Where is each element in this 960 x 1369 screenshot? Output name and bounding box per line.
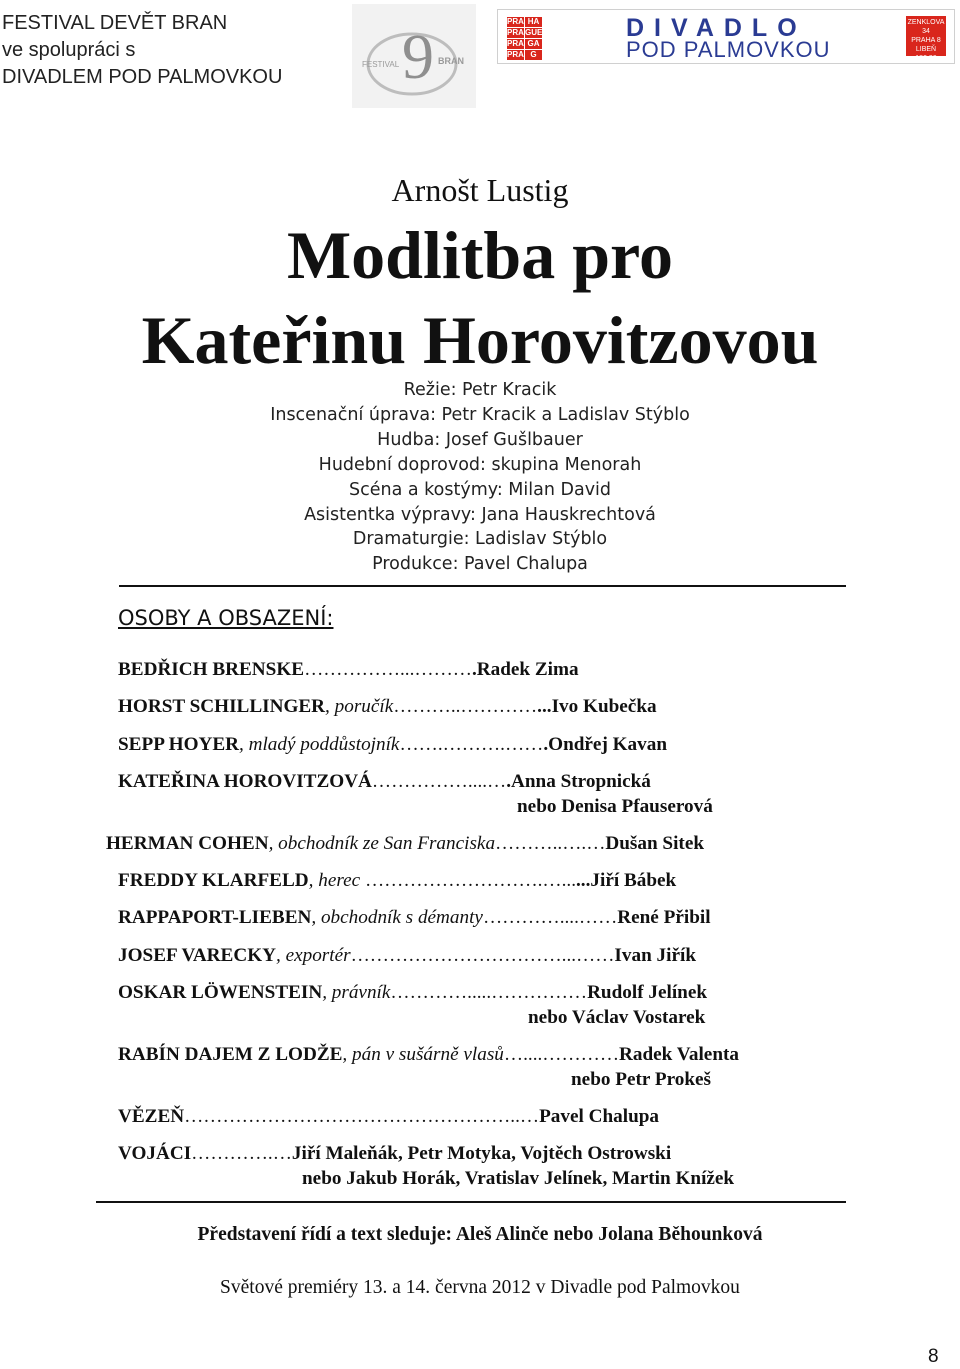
stage-manager-line: Představení řídí a text sleduje: Aleš Alinče nebo Jolana Běhounková — [197, 1224, 763, 1245]
divider-bottom — [96, 1201, 846, 1203]
cast-row-alt: nebo Petr Prokeš — [571, 1069, 711, 1090]
logo-number: 9 — [402, 21, 434, 92]
cast-row-alt: nebo Jakub Horák, Vratislav Jelínek, Martin Knížek — [302, 1168, 735, 1189]
cast-row-alt: nebo Denisa Pfauserová — [517, 796, 713, 817]
cast-row: BEDŘICH BRENSKE……………...……….Radek Zima — [118, 659, 579, 680]
logo-bran-word: BRAN — [438, 56, 464, 66]
cast-row: VĚZEŇ……………………………………………..…Pavel Chalupa — [118, 1106, 660, 1127]
festival-9-bran-logo — [352, 4, 476, 108]
cast-row: HERMAN COHEN, obchodník ze San Franciska………..….…Dušan Sitek — [106, 833, 705, 854]
page-number: 8 — [928, 1346, 939, 1367]
play-title-line2: Kateřinu Horovitzovou — [141, 302, 819, 378]
cast-row-alt: nebo Václav Vostarek — [528, 1007, 706, 1028]
cast-heading: OSOBY A OBSAZENÍ: — [118, 606, 334, 630]
festival-line: DIVADLEM POD PALMOVKOU — [2, 66, 283, 88]
cast-row: RABÍN DAJEM Z LODŽE, pán v sušárně vlasů…....…………Radek Valenta — [118, 1044, 739, 1065]
divadlo-logo-line2: POD PALMOVKOU — [626, 37, 831, 62]
cast-row: JOSEF VARECKY, exportér……………………………...……Ivan Jiřík — [118, 945, 696, 966]
divadlo-logo-box — [497, 9, 955, 64]
author-name: Arnošt Lustig — [391, 172, 569, 208]
festival-line: FESTIVAL DEVĚT BRAN — [2, 12, 228, 34]
premiere-line: Světové premiéry 13. a 14. června 2012 v Divadle pod Palmovkou — [220, 1277, 740, 1298]
credit-line: Produkce: Pavel Chalupa — [372, 554, 588, 575]
credit-line: Scéna a kostýmy: Milan David — [348, 479, 612, 500]
cast-row: KATEŘINA HOROVITZOVÁ……………....….Anna Stropnická — [118, 771, 651, 792]
prague-logo: PRA HA PRA GUE PRA GA PRA G — [507, 17, 543, 59]
logo-festival-word: FESTIVAL — [362, 60, 400, 69]
cast-row: FREDDY KLARFELD, herec ……………………….…......Jiří Bábek — [118, 870, 677, 891]
cast-row: RAPPAPORT-LIEBEN, obchodník s démanty…………....……René Přibil — [118, 907, 711, 928]
address-logo: ZENKLOVA 34 PRAHA 8 LIBEŇ 180 36 — [906, 16, 946, 56]
credit-line: Dramaturgie: Ladislav Stýblo — [352, 529, 608, 550]
play-title-line1: Modlitba pro — [286, 217, 674, 293]
credit-line: Asistentka výpravy: Jana Hauskrechtová — [304, 504, 656, 525]
festival-header-text — [2, 10, 282, 91]
divadlo-logo-line1: DIVADLO — [626, 14, 807, 42]
credit-line: Režie: Petr Kracik — [403, 380, 557, 400]
divider-top — [119, 585, 846, 587]
cast-row: HORST SCHILLINGER, poručík………..…………...Ivo Kubečka — [118, 696, 657, 717]
cast-row: VOJÁCI………….…Jiří Maleňák, Petr Motyka, Vojtěch Ostrowski — [118, 1143, 672, 1164]
credit-line: Hudba: Josef Gušlbauer — [377, 429, 583, 450]
cast-row: SEPP HOYER, mladý poddůstojník…….……….…….Ondřej Kavan — [118, 734, 668, 755]
credit-line: Hudební doprovod: skupina Menorah — [318, 454, 642, 475]
credit-line: Inscenační úprava: Petr Kracik a Ladislav Stýblo — [270, 404, 690, 425]
festival-line: ve spolupráci s — [2, 39, 136, 61]
credits-block — [0, 378, 960, 577]
cast-row: OSKAR LÖWENSTEIN, právník………….....……………Rudolf Jelínek — [118, 982, 708, 1003]
